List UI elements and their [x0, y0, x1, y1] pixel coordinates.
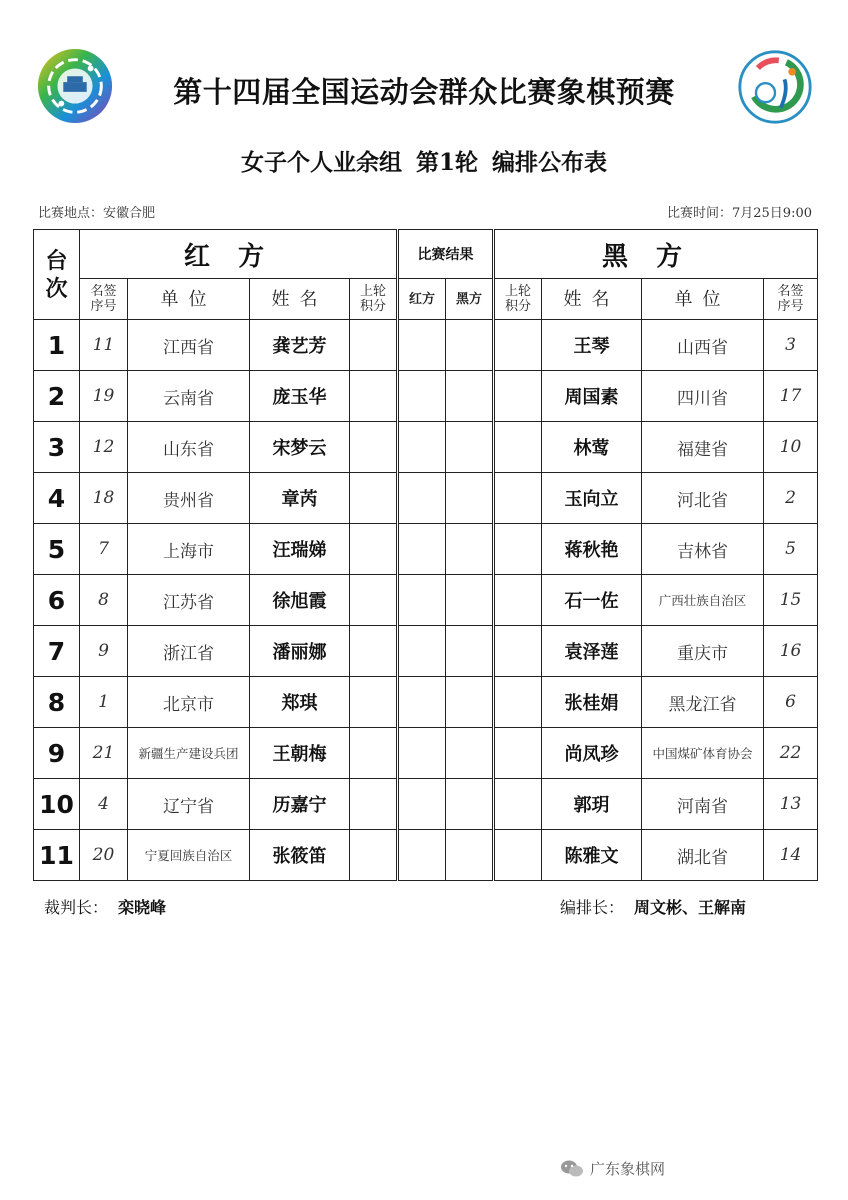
- red-player-name: 宋梦云: [250, 422, 350, 473]
- table-row: [34, 422, 818, 473]
- red-player-name: 章芮: [250, 473, 350, 524]
- red-seed: 19: [80, 371, 128, 422]
- red-seed: 11: [80, 320, 128, 371]
- black-player-name: 蒋秋艳: [542, 524, 642, 575]
- black-player-name: 袁泽莲: [542, 626, 642, 677]
- black-prev-score: [494, 830, 542, 881]
- black-unit-header: 单位: [642, 279, 764, 320]
- table-number: 3: [34, 422, 80, 473]
- red-player-name: 王朝梅: [250, 728, 350, 779]
- black-seed: 16: [764, 626, 818, 677]
- table-number: 7: [34, 626, 80, 677]
- result-black-header: 黑方: [446, 279, 494, 320]
- table-number: 11: [34, 830, 80, 881]
- result-red-cell: [398, 677, 446, 728]
- red-prev-score: [350, 371, 398, 422]
- wechat-icon: [560, 1159, 584, 1179]
- black-seed: 15: [764, 575, 818, 626]
- black-player-name: 林莺: [542, 422, 642, 473]
- red-unit: 北京市: [128, 677, 250, 728]
- result-black-cell: [446, 371, 494, 422]
- black-prev-score: [494, 626, 542, 677]
- black-unit: 山西省: [642, 320, 764, 371]
- result-black-cell: [446, 524, 494, 575]
- red-seed: 21: [80, 728, 128, 779]
- table-number: 10: [34, 779, 80, 830]
- result-red-cell: [398, 830, 446, 881]
- result-red-cell: [398, 422, 446, 473]
- pairing-table: [33, 229, 818, 881]
- result-black-cell: [446, 728, 494, 779]
- table-number: 1: [34, 320, 80, 371]
- black-unit: 重庆市: [642, 626, 764, 677]
- red-prev-score: [350, 779, 398, 830]
- result-black-cell: [446, 575, 494, 626]
- red-unit: 贵州省: [128, 473, 250, 524]
- black-prev-score: [494, 320, 542, 371]
- result-black-cell: [446, 677, 494, 728]
- black-unit: 广西壮族自治区: [642, 575, 764, 626]
- page-subtitle: 女子个人业余组 第1轮 编排公布表: [240, 149, 608, 176]
- result-red-header: 红方: [398, 279, 446, 320]
- table-row: [34, 677, 818, 728]
- black-prev-score: [494, 575, 542, 626]
- red-seed: 9: [80, 626, 128, 677]
- black-prev-score: [494, 677, 542, 728]
- result-black-cell: [446, 626, 494, 677]
- red-unit: 上海市: [128, 524, 250, 575]
- black-player-name: 郭玥: [542, 779, 642, 830]
- result-red-cell: [398, 728, 446, 779]
- red-prev-score: [350, 728, 398, 779]
- page-title: 第十四届全国运动会群众比赛象棋预赛: [173, 75, 675, 109]
- venue-label: 比赛地点：安徽合肥: [38, 206, 156, 221]
- red-prev-score: [350, 677, 398, 728]
- red-prev-score: [350, 524, 398, 575]
- black-side-header: 黑方: [494, 230, 818, 279]
- result-red-cell: [398, 575, 446, 626]
- black-name-header: 姓名: [542, 279, 642, 320]
- black-seed: 22: [764, 728, 818, 779]
- red-player-name: 历嘉宁: [250, 779, 350, 830]
- table-number: 5: [34, 524, 80, 575]
- black-prev-score: [494, 422, 542, 473]
- red-prev-score: [350, 830, 398, 881]
- table-no-header: 台次: [34, 230, 80, 320]
- scheduler-credit: [560, 895, 746, 918]
- watermark-text: 广东象棋网: [590, 1160, 666, 1178]
- red-side-header: 红方: [80, 230, 398, 279]
- result-red-cell: [398, 779, 446, 830]
- black-player-name: 王琴: [542, 320, 642, 371]
- result-black-cell: [446, 830, 494, 881]
- red-unit: 辽宁省: [128, 779, 250, 830]
- result-black-cell: [446, 422, 494, 473]
- scheduler-name: 周文彬、王解南: [634, 898, 747, 917]
- black-unit: 河南省: [642, 779, 764, 830]
- table-row: [34, 371, 818, 422]
- black-player-name: 石一佐: [542, 575, 642, 626]
- red-seed: 20: [80, 830, 128, 881]
- red-unit: 江苏省: [128, 575, 250, 626]
- results-header: 比赛结果: [398, 230, 494, 279]
- black-seed: 10: [764, 422, 818, 473]
- red-unit: 浙江省: [128, 626, 250, 677]
- black-player-name: 玉向立: [542, 473, 642, 524]
- result-red-cell: [398, 473, 446, 524]
- table-row: [34, 524, 818, 575]
- time-label: 比赛时间：7月25日9:00: [666, 206, 812, 221]
- black-seed: 6: [764, 677, 818, 728]
- red-prev-score: [350, 575, 398, 626]
- result-red-cell: [398, 626, 446, 677]
- red-prev-score: [350, 626, 398, 677]
- red-player-name: 庞玉华: [250, 371, 350, 422]
- red-player-name: 张筱笛: [250, 830, 350, 881]
- red-seed: 12: [80, 422, 128, 473]
- result-black-cell: [446, 320, 494, 371]
- table-row: [34, 575, 818, 626]
- red-prev-score: [350, 473, 398, 524]
- table-row: [34, 626, 818, 677]
- table-row: [34, 473, 818, 524]
- red-unit: 云南省: [128, 371, 250, 422]
- black-prev-header: 上轮积分: [494, 279, 542, 320]
- red-prev-header: 上轮积分: [350, 279, 398, 320]
- black-unit: 吉林省: [642, 524, 764, 575]
- red-name-header: 姓名: [250, 279, 350, 320]
- black-unit: 河北省: [642, 473, 764, 524]
- result-red-cell: [398, 320, 446, 371]
- black-prev-score: [494, 524, 542, 575]
- red-seed: 7: [80, 524, 128, 575]
- referee-credit: [44, 895, 166, 918]
- table-number: 4: [34, 473, 80, 524]
- result-black-cell: [446, 779, 494, 830]
- result-black-cell: [446, 473, 494, 524]
- red-prev-score: [350, 320, 398, 371]
- black-prev-score: [494, 728, 542, 779]
- red-player-name: 龚艺芳: [250, 320, 350, 371]
- black-player-name: 张桂娟: [542, 677, 642, 728]
- black-seed: 17: [764, 371, 818, 422]
- red-prev-score: [350, 422, 398, 473]
- black-prev-score: [494, 779, 542, 830]
- scheduler-label: 编排长：: [560, 898, 625, 917]
- referee-label: 裁判长：: [44, 898, 109, 917]
- black-seed: 3: [764, 320, 818, 371]
- table-number: 9: [34, 728, 80, 779]
- black-player-name: 陈雅文: [542, 830, 642, 881]
- black-unit: 黑龙江省: [642, 677, 764, 728]
- table-row: [34, 830, 818, 881]
- black-unit: 福建省: [642, 422, 764, 473]
- result-red-cell: [398, 371, 446, 422]
- black-seed: 5: [764, 524, 818, 575]
- black-seed: 13: [764, 779, 818, 830]
- red-seed: 1: [80, 677, 128, 728]
- red-player-name: 潘丽娜: [250, 626, 350, 677]
- black-player-name: 周国素: [542, 371, 642, 422]
- black-seed-header: 名签序号: [764, 279, 818, 320]
- table-number: 8: [34, 677, 80, 728]
- referee-name: 栾晓峰: [118, 898, 167, 917]
- red-seed: 8: [80, 575, 128, 626]
- red-player-name: 郑琪: [250, 677, 350, 728]
- red-unit: 山东省: [128, 422, 250, 473]
- black-unit: 中国煤矿体育协会: [642, 728, 764, 779]
- black-unit: 四川省: [642, 371, 764, 422]
- black-prev-score: [494, 473, 542, 524]
- table-row: [34, 728, 818, 779]
- red-seed: 4: [80, 779, 128, 830]
- red-unit: 江西省: [128, 320, 250, 371]
- watermark: [560, 1158, 665, 1179]
- black-unit: 湖北省: [642, 830, 764, 881]
- black-player-name: 尚凤珍: [542, 728, 642, 779]
- red-player-name: 汪瑞娣: [250, 524, 350, 575]
- red-unit: 宁夏回族自治区: [128, 830, 250, 881]
- table-number: 6: [34, 575, 80, 626]
- table-row: [34, 320, 818, 371]
- red-seed: 18: [80, 473, 128, 524]
- black-seed: 14: [764, 830, 818, 881]
- result-red-cell: [398, 524, 446, 575]
- table-row: [34, 779, 818, 830]
- red-seed-header: 名签序号: [80, 279, 128, 320]
- red-player-name: 徐旭霞: [250, 575, 350, 626]
- black-seed: 2: [764, 473, 818, 524]
- red-unit-header: 单位: [128, 279, 250, 320]
- black-prev-score: [494, 371, 542, 422]
- table-number: 2: [34, 371, 80, 422]
- red-unit: 新疆生产建设兵团: [128, 728, 250, 779]
